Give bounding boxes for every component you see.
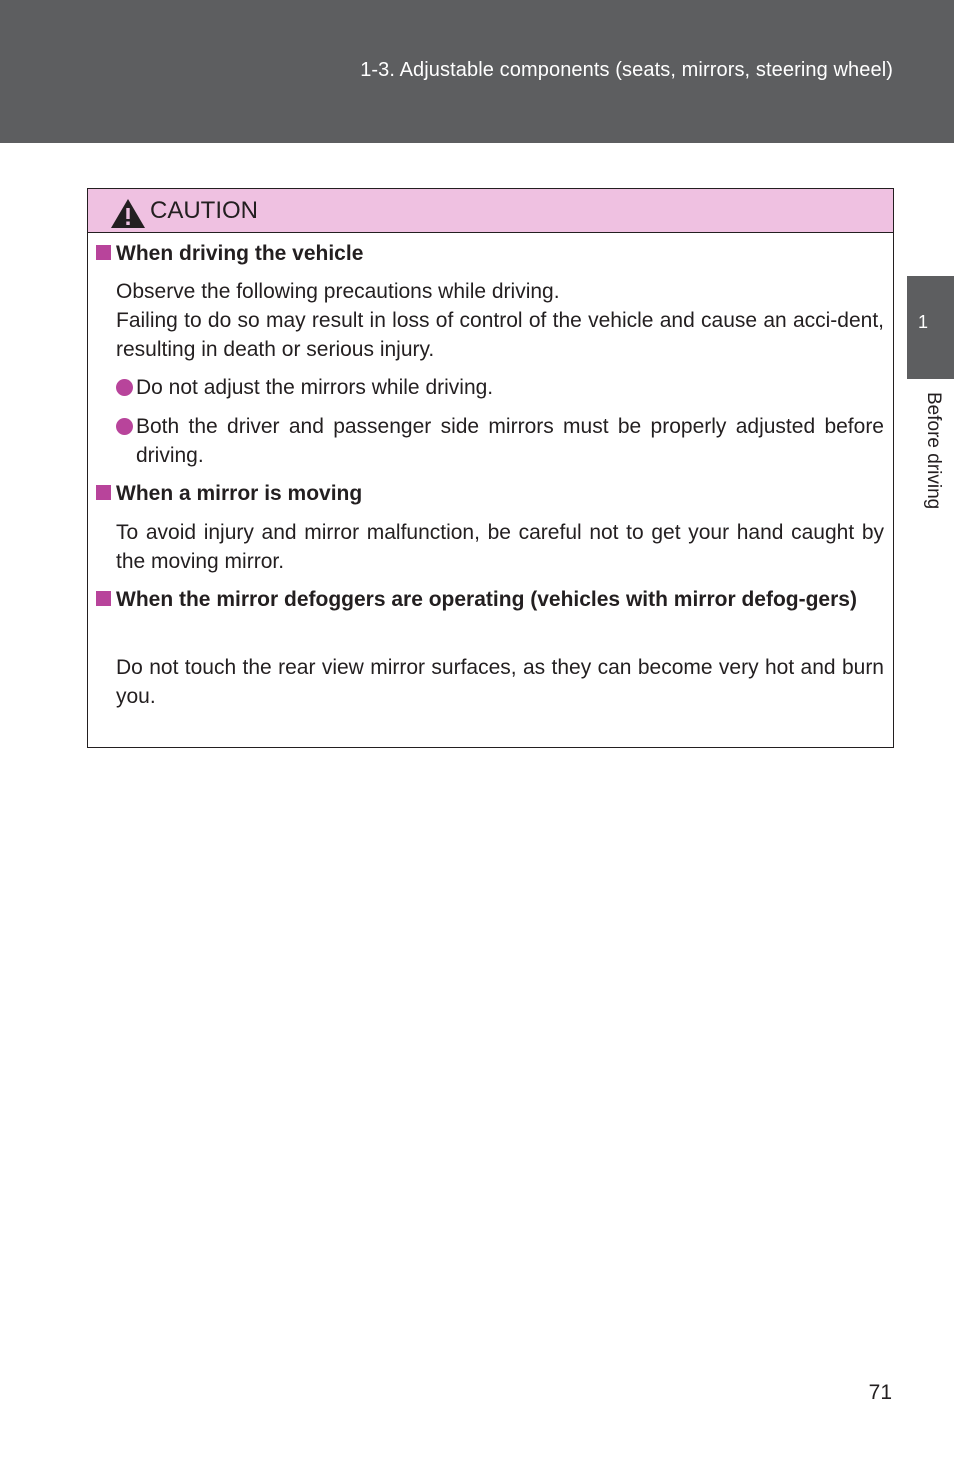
caution-label: CAUTION — [150, 197, 258, 224]
chapter-tab — [907, 276, 954, 379]
circle-bullet-icon — [116, 418, 133, 435]
section-heading: When a mirror is moving — [116, 479, 884, 508]
square-bullet-icon — [96, 485, 111, 500]
caution-box — [87, 188, 894, 748]
paragraph: Observe the following precautions while driving. — [116, 280, 560, 303]
caution-header — [88, 189, 893, 233]
square-bullet-icon — [96, 245, 111, 260]
square-bullet-icon — [96, 591, 111, 606]
paragraph: To avoid injury and mirror malfunction, be careful not to get your hand caught by the moving mirror. — [116, 521, 884, 573]
paragraph: Failing to do so may result in loss of control of the vehicle and cause an acci-dent, resulting in death or serious injury. — [116, 309, 884, 361]
paragraph: Do not touch the rear view mirror surfaces, as they can become very hot and burn you. — [116, 656, 884, 708]
section-heading: When the mirror defoggers are operating (vehicles with mirror defog-gers) — [116, 585, 884, 614]
header-bar — [0, 0, 954, 143]
list-item: Both the driver and passenger side mirrors must be properly adjusted before driving. — [136, 412, 884, 470]
list-item: Do not adjust the mirrors while driving. — [136, 373, 884, 402]
section-heading: When driving the vehicle — [116, 239, 884, 268]
section-title: 1-3. Adjustable components (seats, mirrors, steering wheel) — [360, 59, 893, 81]
chapter-tab-number: 1 — [918, 312, 929, 332]
circle-bullet-icon — [116, 379, 133, 396]
warning-triangle-icon — [110, 198, 146, 229]
page-number: 71 — [868, 1381, 892, 1404]
chapter-tab-label: Before driving — [923, 392, 944, 510]
